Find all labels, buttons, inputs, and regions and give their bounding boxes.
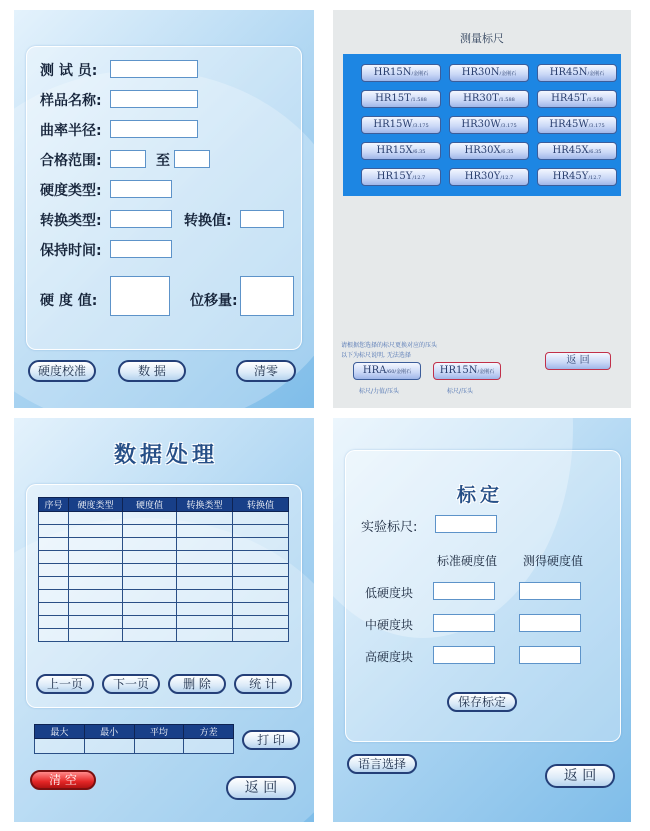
mid-block-standard-field[interactable] (433, 614, 495, 632)
hold-time-label: 保持时间: (40, 243, 102, 259)
convert-type-label: 转换类型: (40, 213, 102, 229)
table-cell (39, 551, 69, 564)
scale-button-hr30t[interactable] (449, 90, 529, 108)
standard-hardness-header: 标准硬度值 (437, 554, 498, 568)
tester-label: 测 试 员: (40, 63, 98, 79)
hardness-value-display (110, 276, 170, 316)
legend-caption-1: 标尺/力值/压头 (359, 388, 400, 395)
table-cell (177, 512, 233, 525)
measurement-screen (14, 10, 314, 408)
table-cell (39, 577, 69, 590)
table-cell (233, 577, 289, 590)
scale-name: HR30W (461, 119, 501, 130)
table-cell (39, 538, 69, 551)
legend-hra-name: HRA (362, 365, 387, 376)
table-row[interactable] (39, 590, 289, 603)
table-cell (233, 603, 289, 616)
scale-indenter: /1.588 (586, 97, 603, 103)
scale-button-hr30x[interactable] (449, 142, 529, 160)
table-cell (123, 590, 177, 603)
statistics-column-header: 最小 (84, 725, 134, 739)
scale-button-hr15t[interactable] (361, 90, 441, 108)
scale-indenter: /3.175 (500, 123, 517, 129)
scale-button-hr15w[interactable] (361, 116, 441, 134)
legend-hra-sub: /60/金刚石 (386, 369, 412, 375)
curvature-radius-field[interactable] (110, 120, 198, 138)
mid-block-label: 中硬度块 (365, 618, 414, 632)
table-cell (177, 603, 233, 616)
legend-hr15n-name: HR15N (439, 365, 478, 376)
table-cell (177, 551, 233, 564)
scale-name: HR45Y (552, 171, 589, 182)
scale-screen-title: 测量标尺 (460, 32, 504, 45)
save-calibration-button[interactable]: 保存标定 (447, 692, 517, 712)
legend-hr15n-button (433, 362, 501, 380)
scale-indenter: /3.175 (412, 123, 429, 129)
table-cell (39, 603, 69, 616)
table-cell (177, 590, 233, 603)
scale-indenter: /金刚石 (587, 71, 605, 77)
table-cell (177, 525, 233, 538)
table-row[interactable] (39, 512, 289, 525)
zero-button[interactable]: 清零 (236, 360, 296, 382)
column-header: 转换类型 (177, 498, 233, 512)
table-cell (39, 629, 69, 642)
data-table-header (39, 498, 289, 512)
data-table-body (39, 512, 289, 642)
table-cell (123, 564, 177, 577)
scale-name: HR30N (461, 67, 500, 78)
table-cell (123, 538, 177, 551)
table-cell (39, 616, 69, 629)
table-row[interactable] (39, 603, 289, 616)
scale-indenter: /金刚石 (499, 71, 517, 77)
statistics-column-header: 平均 (134, 725, 184, 739)
table-cell (177, 616, 233, 629)
statistics-column-header: 方差 (184, 725, 234, 739)
table-row[interactable] (39, 538, 289, 551)
table-cell (39, 564, 69, 577)
calibration-screen (333, 418, 631, 822)
displacement-label: 位移量: (190, 293, 238, 309)
curvature-radius-label: 曲率半径: (40, 123, 102, 139)
column-header: 硬度类型 (69, 498, 123, 512)
hardness-value-label: 硬 度 值: (40, 293, 98, 309)
scale-button-hr45t[interactable] (537, 90, 617, 108)
scale-indenter: /1.588 (410, 97, 427, 103)
high-block-label: 高硬度块 (365, 650, 414, 664)
table-cell (69, 525, 123, 538)
statistics-column-header: 最大 (35, 725, 85, 739)
table-cell (233, 551, 289, 564)
hardness-type-field[interactable] (110, 180, 172, 198)
calibration-title: 标定 (457, 484, 504, 506)
convert-value-field[interactable] (240, 210, 284, 228)
measured-hardness-header: 测得硬度值 (523, 554, 584, 568)
low-block-label: 低硬度块 (365, 586, 414, 600)
scale-indenter: /3.175 (588, 123, 605, 129)
legend-caption-2: 标尺/压头 (447, 388, 474, 395)
scale-indenter: /金刚石 (411, 71, 429, 77)
statistics-button[interactable]: 统 计 (234, 674, 292, 694)
table-cell (123, 525, 177, 538)
table-cell (69, 629, 123, 642)
next-page-button[interactable]: 下一页 (102, 674, 160, 694)
data-button[interactable]: 数 据 (118, 360, 186, 382)
scale-name: HR30T (463, 93, 499, 104)
scale-name: HR45N (549, 67, 588, 78)
high-block-measured-field[interactable] (519, 646, 581, 664)
legend-hr15n-sub: /金刚石 (477, 369, 495, 375)
calibration-back-button[interactable]: 返 回 (545, 764, 615, 788)
table-row[interactable] (39, 616, 289, 629)
statistics-header (35, 725, 234, 739)
scale-back-button[interactable]: 返 回 (545, 352, 611, 370)
table-cell (233, 629, 289, 642)
tester-field[interactable] (110, 60, 198, 78)
scale-select-screen (333, 10, 631, 408)
scale-name: HR45T (551, 93, 587, 104)
statistics-value-cell (35, 739, 85, 754)
table-cell (177, 577, 233, 590)
table-cell (177, 564, 233, 577)
table-cell (69, 590, 123, 603)
scale-name: HR15W (373, 119, 413, 130)
scale-button-hr45w[interactable] (537, 116, 617, 134)
table-cell (123, 629, 177, 642)
table-row[interactable] (39, 551, 289, 564)
hardness-type-label: 硬度类型: (40, 183, 102, 199)
scale-name: HR30X (464, 145, 501, 156)
scale-button-hr15y[interactable] (361, 168, 441, 186)
scale-name: HR45W (549, 119, 589, 130)
statistics-value-cell (84, 739, 134, 754)
table-cell (177, 629, 233, 642)
scale-button-hr45x[interactable] (537, 142, 617, 160)
table-cell (69, 577, 123, 590)
scale-button-hr30n[interactable] (449, 64, 529, 82)
table-cell (233, 525, 289, 538)
convert-value-label: 转换值: (184, 213, 232, 229)
table-cell (69, 616, 123, 629)
scale-button-hr30y[interactable] (449, 168, 529, 186)
legend-hra-button (353, 362, 421, 380)
range-min-field[interactable] (110, 150, 146, 168)
scale-button-hr15n[interactable] (361, 64, 441, 82)
scale-name: HR15X (376, 145, 413, 156)
range-to-label: 至 (156, 153, 170, 169)
column-header: 转换值 (233, 498, 289, 512)
table-cell (39, 525, 69, 538)
table-cell (69, 603, 123, 616)
scale-indenter: /12.7 (412, 175, 426, 181)
range-max-field[interactable] (174, 150, 210, 168)
mid-block-measured-field[interactable] (519, 614, 581, 632)
print-button[interactable]: 打 印 (242, 730, 300, 750)
statistics-value-cell (184, 739, 234, 754)
table-cell (39, 512, 69, 525)
low-block-measured-field[interactable] (519, 582, 581, 600)
table-cell (69, 551, 123, 564)
table-row[interactable] (39, 577, 289, 590)
table-row[interactable] (39, 629, 289, 642)
statistics-values (35, 739, 234, 754)
high-block-standard-field[interactable] (433, 646, 495, 664)
statistics-value-cell (134, 739, 184, 754)
convert-type-field[interactable] (110, 210, 172, 228)
statistics-table (34, 724, 234, 754)
hold-time-field[interactable] (110, 240, 172, 258)
table-cell (177, 538, 233, 551)
language-select-button[interactable]: 语言选择 (347, 754, 417, 774)
table-cell (123, 551, 177, 564)
table-row[interactable] (39, 525, 289, 538)
scale-button-hr45n[interactable] (537, 64, 617, 82)
table-cell (233, 512, 289, 525)
column-header: 序号 (39, 498, 69, 512)
experiment-scale-field[interactable] (435, 515, 497, 533)
prev-page-button[interactable]: 上一页 (36, 674, 94, 694)
qualified-range-label: 合格范围: (40, 153, 102, 169)
scale-indenter: /6.35 (588, 149, 602, 155)
table-cell (123, 577, 177, 590)
table-cell (69, 564, 123, 577)
table-cell (69, 512, 123, 525)
scale-button-hr45y[interactable] (537, 168, 617, 186)
table-row[interactable] (39, 564, 289, 577)
table-cell (123, 616, 177, 629)
data-processing-screen (14, 418, 314, 822)
table-cell (123, 603, 177, 616)
scale-indenter: /12.7 (588, 175, 602, 181)
sample-name-label: 样品名称: (40, 93, 102, 109)
scale-button-hr30w[interactable] (449, 116, 529, 134)
clear-data-button[interactable]: 清 空 (30, 770, 96, 790)
scale-name: HR15Y (376, 171, 413, 182)
displacement-display (240, 276, 294, 316)
scale-indenter: /6.35 (500, 149, 514, 155)
scale-name: HR15N (373, 67, 412, 78)
data-back-button[interactable]: 返 回 (226, 776, 296, 800)
scale-name: HR45X (552, 145, 589, 156)
table-cell (233, 590, 289, 603)
scale-button-hr15x[interactable] (361, 142, 441, 160)
scale-name: HR15T (375, 93, 411, 104)
scale-note-line-1: 请根据您选择的标尺更换对应的压头 (341, 342, 438, 349)
data-table (38, 497, 289, 642)
data-processing-title: 数据处理 (114, 442, 219, 468)
sample-name-field[interactable] (110, 90, 198, 108)
table-cell (233, 616, 289, 629)
scale-indenter: /12.7 (500, 175, 514, 181)
table-cell (233, 538, 289, 551)
scale-indenter: /6.35 (412, 149, 426, 155)
scale-note-line-2: 以下为标尺说明, 无法选择 (341, 352, 411, 359)
scale-name: HR30Y (464, 171, 501, 182)
scale-indenter: /1.588 (498, 97, 515, 103)
experiment-scale-label: 实验标尺: (361, 520, 418, 535)
low-block-standard-field[interactable] (433, 582, 495, 600)
table-cell (233, 564, 289, 577)
delete-button[interactable]: 删 除 (168, 674, 226, 694)
column-header: 硬度值 (123, 498, 177, 512)
table-cell (39, 590, 69, 603)
calibrate-hardness-button[interactable]: 硬度校准 (28, 360, 96, 382)
table-cell (123, 512, 177, 525)
table-cell (69, 538, 123, 551)
